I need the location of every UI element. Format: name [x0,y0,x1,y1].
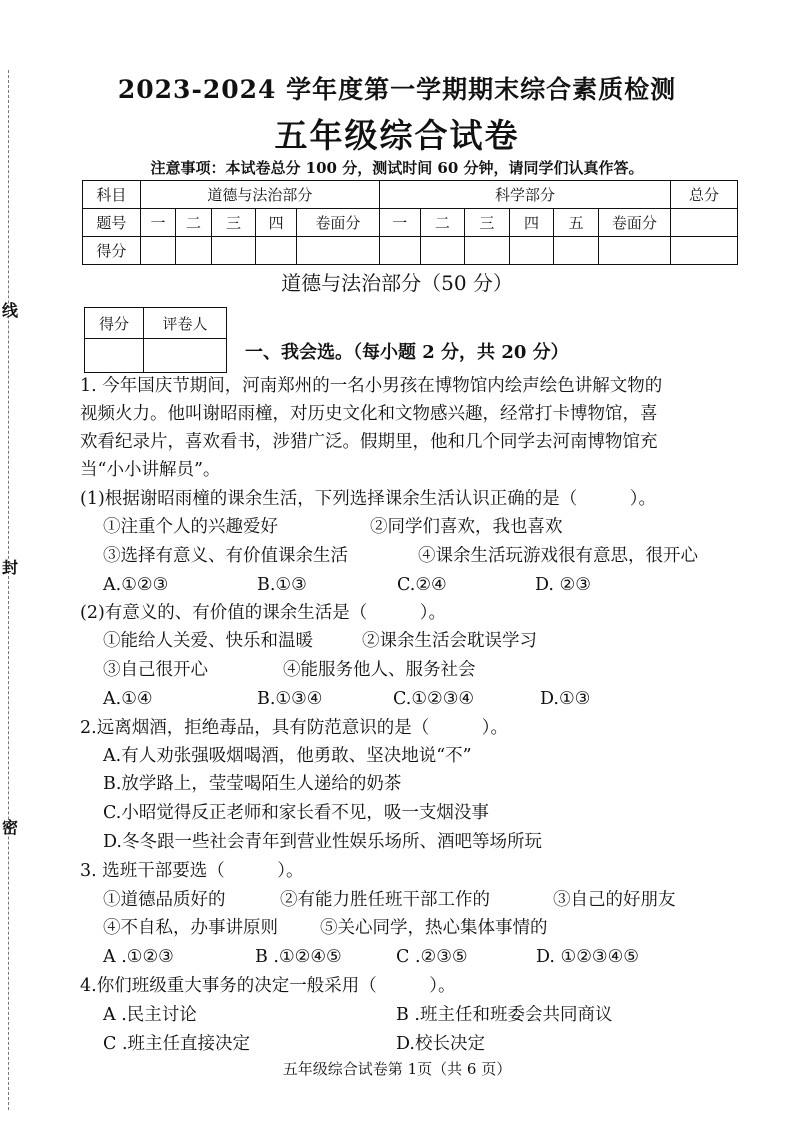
score-table-cell: 题号 [83,209,141,237]
q1-1-choice: D. ②③ [535,575,591,595]
q1-1-choice: A.①②③ [103,575,169,595]
q2-stem: 2.远离烟酒，拒绝毒品，具有防范意识的是（ ）。 [80,718,508,738]
score-table [82,180,738,265]
margin-char-feng: 封 [2,558,19,577]
margin-char-mi: 密 [2,818,19,837]
score-table-cell: 一 [379,209,420,237]
q1-2-option: ③自己很开心 [103,660,208,680]
q3-option: ⑤关心同学，热心集体事情的 [320,918,548,938]
section-heading: 道德与法治部分（50 分） [281,271,513,295]
q1-2-option: ②课余生活会耽误学习 [362,631,537,651]
grader-name-entry[interactable] [144,339,227,373]
score-entry-cell[interactable] [296,237,379,265]
score-entry-cell[interactable] [176,237,211,265]
q1-2-choice: A.①④ [103,689,153,709]
q2-option: D.冬冬跟一些社会青年到营业性娱乐场所、酒吧等场所玩 [103,832,542,852]
score-table-cell: 得分 [83,237,141,265]
score-table-cell: 四 [256,209,297,237]
q3-choice: D. ①②③④⑤ [536,947,639,967]
q3-option: ③自己的好朋友 [553,890,676,910]
q1-1-choice: C.②④ [397,575,447,595]
q1-intro-line: 欢看纪录片，喜欢看书，涉猎广泛。假期里，他和几个同学去河南博物馆充 [80,432,658,452]
score-table-cell: 一 [140,209,175,237]
q3-stem: 3. 选班干部要选（ ）。 [80,861,304,881]
q1-1-option: ②同学们喜欢，我也喜欢 [370,517,563,537]
q2-option: B.放学路上，莹莹喝陌生人递给的奶茶 [103,774,402,794]
score-table-cell: 二 [176,209,211,237]
score-entry-cell[interactable] [379,237,420,265]
margin-char-xian: 线 [2,301,19,320]
score-entry-cell[interactable] [509,237,554,265]
score-table-cell: 科目 [83,181,141,209]
q1-2-choice: C.①②③④ [393,689,475,709]
score-entry-cell[interactable] [211,237,256,265]
score-table-cell: 四 [509,209,554,237]
q1-intro-line: 1. 今年国庆节期间，河南郑州的一名小男孩在博物馆内绘声绘色讲解文物的 [80,376,663,396]
score-table-cell: 三 [465,209,510,237]
grader-score-label: 得分 [85,308,144,339]
page-footer: 五年级综合试卷第 1页（共 6 页） [282,1060,512,1078]
q4-choice: A .民主讨论 [103,1005,197,1025]
grader-score-entry[interactable] [85,339,144,373]
score-table-cell: 三 [211,209,256,237]
grader-name-label: 评卷人 [144,308,227,339]
q1-1-option: ④课余生活玩游戏很有意思，很开心 [418,546,698,566]
q2-option: C.小昭觉得反正老师和家长看不见，吸一支烟没事 [103,803,489,823]
binding-line [8,70,9,1110]
q3-choice: A .①②③ [103,947,174,967]
score-table-cell: 道德与法治部分 [140,181,379,209]
q3-option: ①道德品质好的 [103,890,226,910]
q1-2-choice: D.①③ [540,689,591,709]
score-table-cell: 科学部分 [379,181,670,209]
score-table-row-number [83,209,738,237]
q1-intro-line: 当“小小讲解员”。 [80,460,221,480]
score-entry-cell[interactable] [465,237,510,265]
score-table-cell: 五 [554,209,599,237]
score-table-row-score [83,237,738,265]
q3-option: ②有能力胜任班干部工作的 [280,890,490,910]
q1-1-choice: B.①③ [257,575,307,595]
score-entry-cell[interactable] [670,237,737,265]
score-table-cell: 二 [420,209,465,237]
q2-option: A.有人劝张强吸烟喝酒，他勇敢、坚决地说“不” [103,746,472,766]
q3-choice: C .②③⑤ [396,947,468,967]
q1-2-option: ①能给人关爱、快乐和温暖 [103,631,313,651]
score-table-cell: 总分 [670,181,737,209]
q4-stem: 4.你们班级重大事务的决定一般采用（ ）。 [80,976,456,996]
score-table-cell: 卷面分 [296,209,379,237]
score-table-cell: 卷面分 [598,209,670,237]
q4-choice: B .班主任和班委会共同商议 [396,1005,613,1025]
score-entry-cell[interactable] [554,237,599,265]
score-entry-cell[interactable] [256,237,297,265]
score-table-cell-empty [670,209,737,237]
exam-notice: 注意事项：本试卷总分 100 分，测试时间 60 分钟，请同学们认真作答。 [150,159,644,177]
q3-option: ④不自私，办事讲原则 [103,918,278,938]
q1-intro-line: 视频火力。他叫谢昭雨橦，对历史文化和文物感兴趣，经常打卡博物馆，喜 [80,404,658,424]
q3-choice: B .①②④⑤ [255,947,342,967]
q1-1-option: ③选择有意义、有价值课余生活 [103,546,348,566]
exam-title: 2023-2024 学年度第一学期期末综合素质检测 [117,75,677,104]
grader-box [84,307,227,373]
q1-2-stem: (2)有意义的、有价值的课余生活是（ ）。 [80,603,447,623]
q1-1-option: ①注重个人的兴趣爱好 [103,517,278,537]
part-one-title: 一、我会选。（每小题 2 分，共 20 分） [245,342,569,363]
q1-1-stem: (1)根据谢昭雨橦的课余生活，下列选择课余生活认识正确的是（ ）。 [80,489,657,509]
exam-subtitle: 五年级综合试卷 [274,116,520,155]
q1-2-option: ④能服务他人、服务社会 [283,660,476,680]
q1-2-choice: B.①③④ [257,689,323,709]
q4-choice: D.校长决定 [396,1034,485,1054]
score-table-row-subject [83,181,738,209]
q4-choice: C .班主任直接决定 [103,1034,251,1054]
score-entry-cell[interactable] [140,237,175,265]
score-entry-cell[interactable] [420,237,465,265]
score-entry-cell[interactable] [598,237,670,265]
